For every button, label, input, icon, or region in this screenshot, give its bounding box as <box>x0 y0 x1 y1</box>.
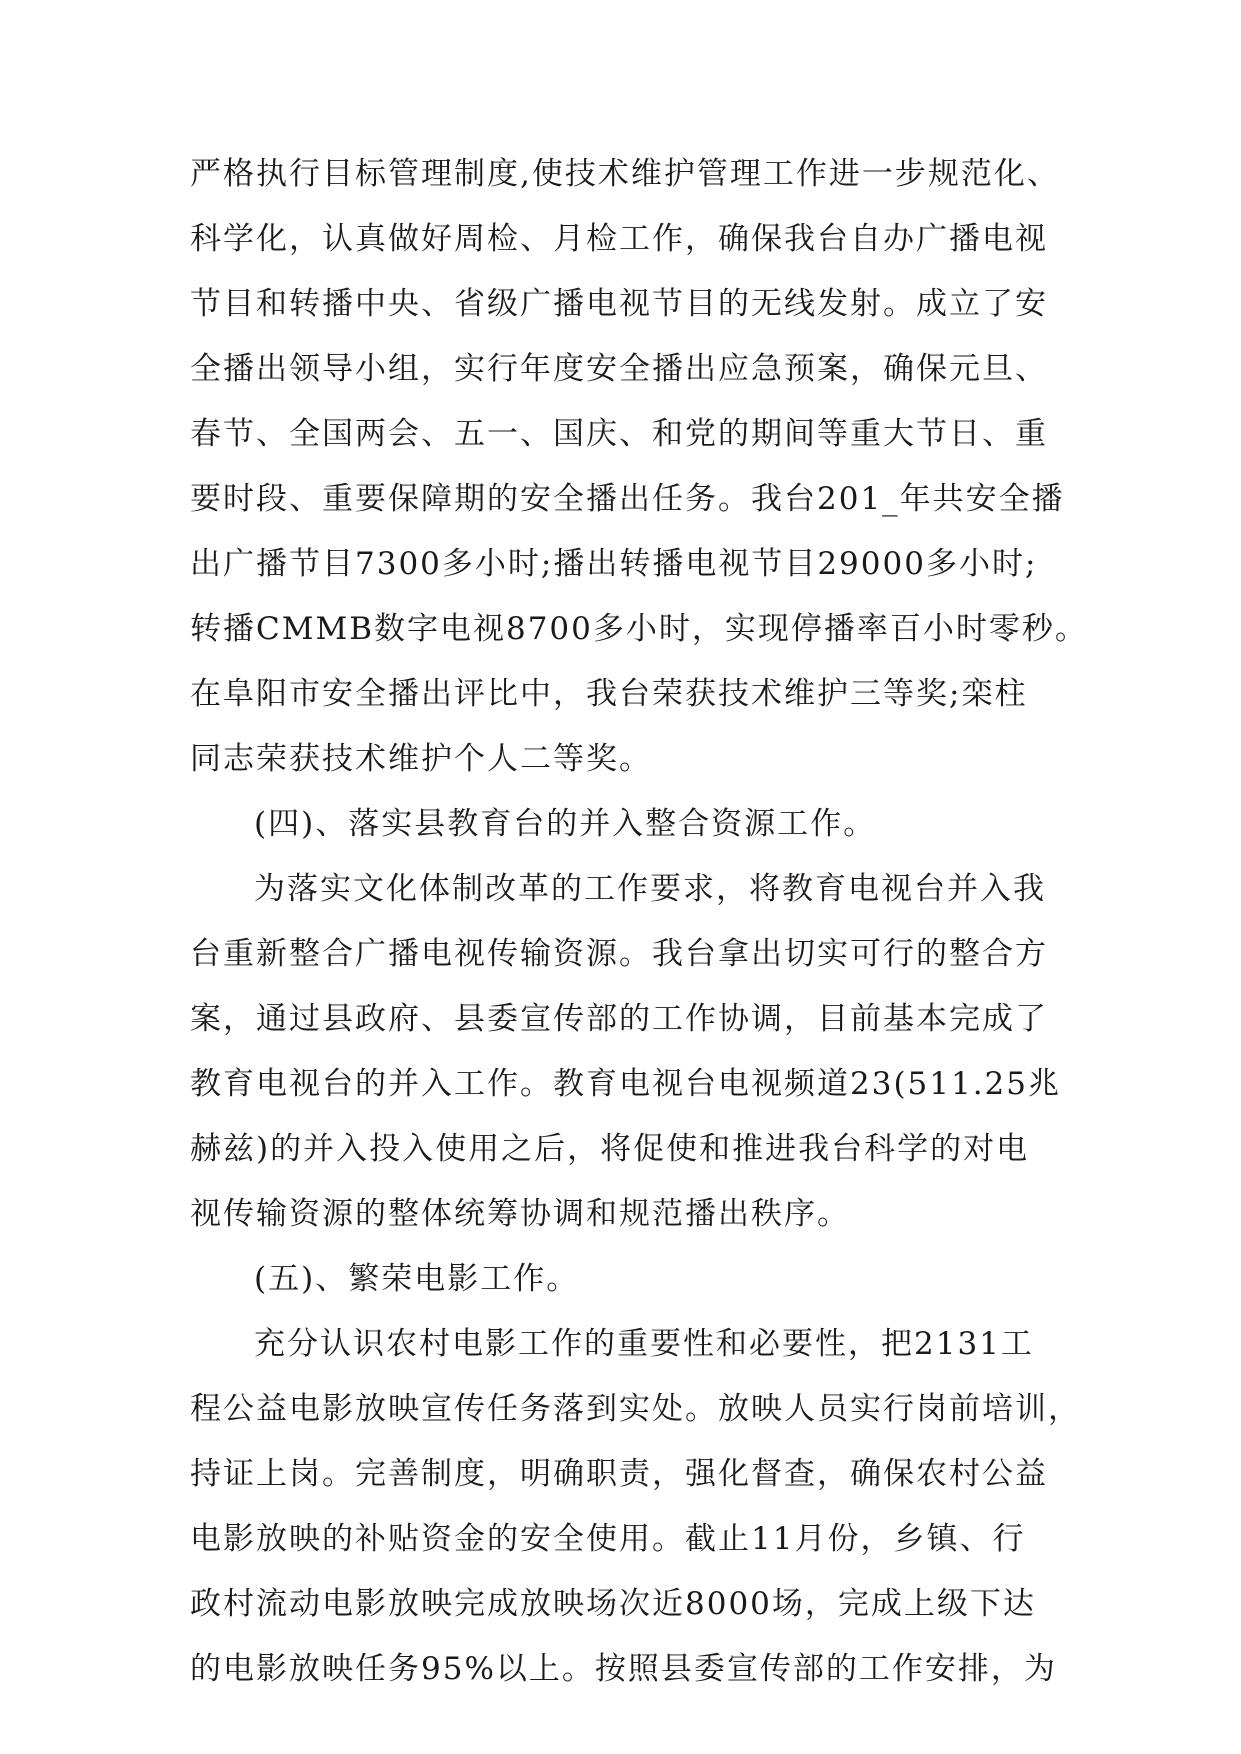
paragraph-start: 充分认识农村电影工作的重要性和必要性，把2131工 <box>254 1326 1034 1362</box>
text-line: 在阜阳市安全播出评比中，我台荣获技术维护三等奖;栾柱 <box>190 676 1028 712</box>
text-line: 春节、全国两会、五一、国庆、和党的期间等重大节日、重 <box>190 416 1048 452</box>
text-line: 全播出领导小组，实行年度安全播出应急预案，确保元旦、 <box>190 351 1048 387</box>
text-line: 转播CMMB数字电视8700多小时，实现停播率百小时零秒。 <box>190 611 1088 647</box>
text-line: 程公益电影放映宣传任务落到实处。放映人员实行岗前培训， <box>190 1391 1081 1427</box>
section-heading-4: (四)、落实县教育台的并入整合资源工作。 <box>254 806 877 842</box>
text-line: 严格执行目标管理制度,使技术维护管理工作进一步规范化、 <box>190 156 1060 192</box>
document-body <box>190 142 1090 1702</box>
text-line: 的电影放映任务95%以上。按照县委宣传部的工作安排，为 <box>190 1651 1057 1687</box>
text-line: 案，通过县政府、县委宣传部的工作协调，目前基本完成了 <box>190 1001 1048 1037</box>
text-line: 节目和转播中央、省级广播电视节目的无线发射。成立了安 <box>190 286 1048 322</box>
text-line: 同志荣获技术维护个人二等奖。 <box>190 741 652 777</box>
text-line: 电影放映的补贴资金的安全使用。截止11月份，乡镇、行 <box>190 1521 1026 1557</box>
text-line: 政村流动电影放映完成放映场次近8000场，完成上级下达 <box>190 1586 1036 1622</box>
text-line: 出广播节目7300多小时;播出转播电视节目29000多小时; <box>190 546 1038 582</box>
text-line: 教育电视台的并入工作。教育电视台电视频道23(511.25兆 <box>190 1066 1062 1102</box>
text-line: 视传输资源的整体统筹协调和规范播出秩序。 <box>190 1196 850 1232</box>
text-line: 科学化，认真做好周检、月检工作，确保我台自办广播电视 <box>190 221 1048 257</box>
text-line: 持证上岗。完善制度，明确职责，强化督查，确保农村公益 <box>190 1456 1048 1492</box>
text-line: 要时段、重要保障期的安全播出任务。我台201_年共安全播 <box>190 481 1065 517</box>
text-line: 赫兹)的并入投入使用之后，将促使和推进我台科学的对电 <box>190 1131 1030 1167</box>
text-line: 台重新整合广播电视传输资源。我台拿出切实可行的整合方 <box>190 936 1048 972</box>
paragraph-start: 为落实文化体制改革的工作要求，将教育电视台并入我 <box>254 871 1046 907</box>
section-heading-5: (五)、繁荣电影工作。 <box>254 1261 580 1297</box>
